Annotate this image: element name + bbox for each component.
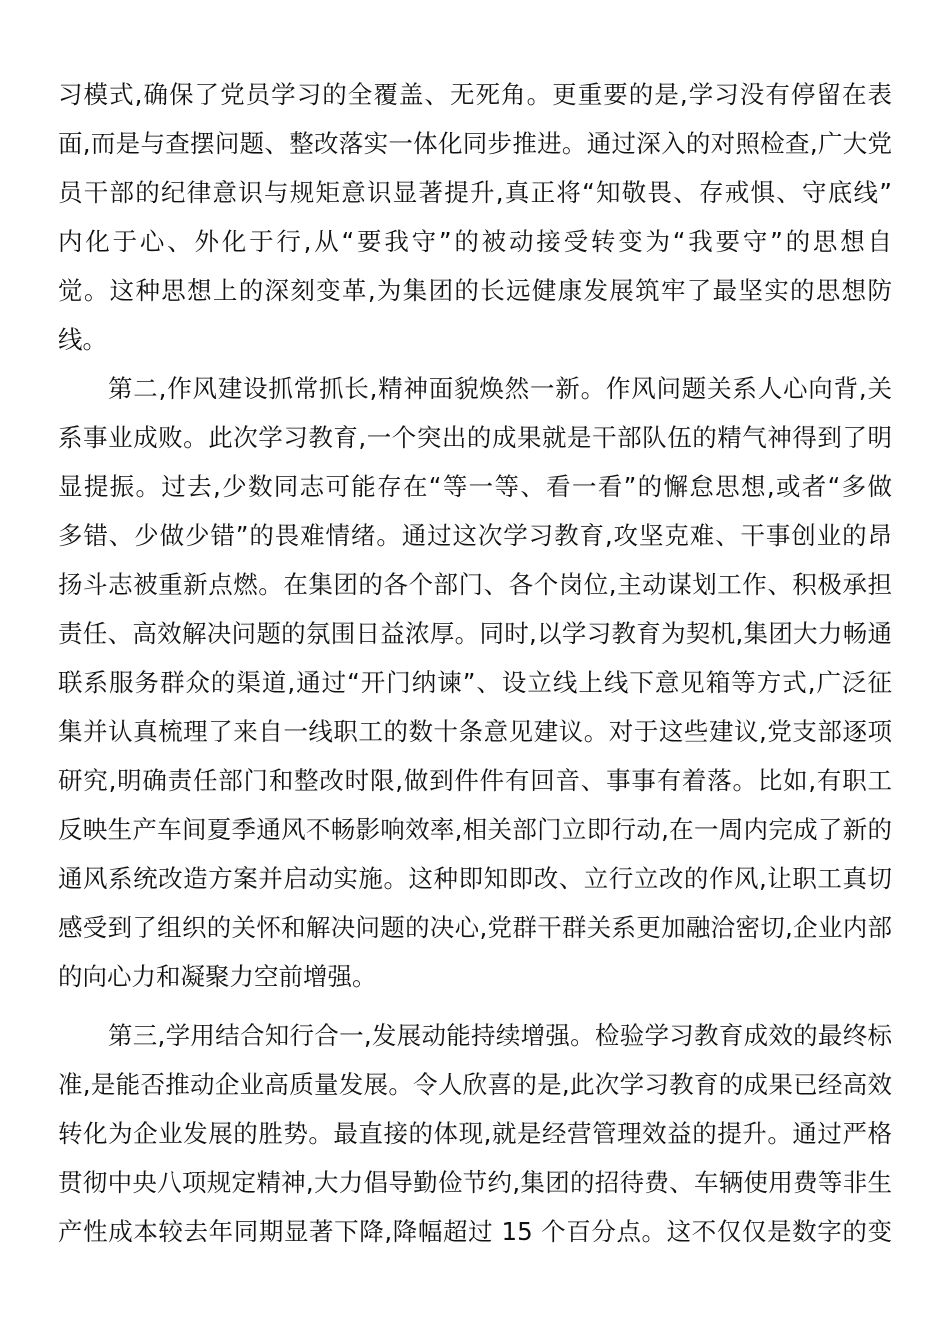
text-line: 集并认真梳理了来自一线职工的数十条意见建议。对于这些建议,党支部逐项 [58,717,892,746]
text-line: 的向心力和凝聚力空前增强。 [58,962,377,991]
text-line: 系事业成败。此次学习教育,一个突出的成果就是干部队伍的精气神得到了明 [58,423,892,452]
text-line: 贯彻中央八项规定精神,大力倡导勤俭节约,集团的招待费、车辆使用费等非生 [58,1168,892,1197]
text-line: 多错、少做少错”的畏难情绪。通过这次学习教育,攻坚克难、干事创业的昂 [58,521,892,550]
text-line: 面,而是与查摆问题、整改落实一体化同步推进。通过深入的对照检查,广大党 [58,129,892,158]
text-line: 反映生产车间夏季通风不畅影响效率,相关部门立即行动,在一周内完成了新的 [58,815,892,844]
paragraph-start-line: 第三,学用结合知行合一,发展动能持续增强。检验学习教育成效的最终标 [108,1021,892,1050]
text-line: 通风系统改造方案并启动实施。这种即知即改、立行立改的作风,让职工真切 [58,864,892,893]
text-line: 内化于心、外化于行,从“要我守”的被动接受转变为“我要守”的思想自 [58,227,892,256]
text-line: 准,是能否推动企业高质量发展。令人欣喜的是,此次学习教育的成果已经高效 [58,1070,892,1099]
text-line: 研究,明确责任部门和整改时限,做到件件有回音、事事有着落。比如,有职工 [58,766,892,795]
text-line: 觉。这种思想上的深刻变革,为集团的长远健康发展筑牢了最坚实的思想防 [58,276,892,305]
text-line: 员干部的纪律意识与规矩意识显著提升,真正将“知敬畏、存戒惧、守底线” [58,178,892,207]
text-line: 习模式,确保了党员学习的全覆盖、无死角。更重要的是,学习没有停留在表 [58,80,892,109]
text-line: 责任、高效解决问题的氛围日益浓厚。同时,以学习教育为契机,集团大力畅通 [58,619,892,648]
paragraph-start-line: 第二,作风建设抓常抓长,精神面貌焕然一新。作风问题关系人心向背,关 [108,374,892,403]
text-line: 转化为企业发展的胜势。最直接的体现,就是经营管理效益的提升。通过严格 [58,1119,892,1148]
text-line: 线。 [58,325,107,354]
text-line: 联系服务群众的渠道,通过“开门纳谏”、设立线上线下意见箱等方式,广泛征 [58,668,892,697]
text-line: 扬斗志被重新点燃。在集团的各个部门、各个岗位,主动谋划工作、积极承担 [58,570,892,599]
text-line: 产性成本较去年同期显著下降,降幅超过 15 个百分点。这不仅仅是数字的变 [58,1217,892,1246]
text-line: 感受到了组织的关怀和解决问题的决心,党群干群关系更加融洽密切,企业内部 [58,913,892,942]
text-line: 显提振。过去,少数同志可能存在“等一等、看一看”的懈怠思想,或者“多做 [58,472,892,501]
